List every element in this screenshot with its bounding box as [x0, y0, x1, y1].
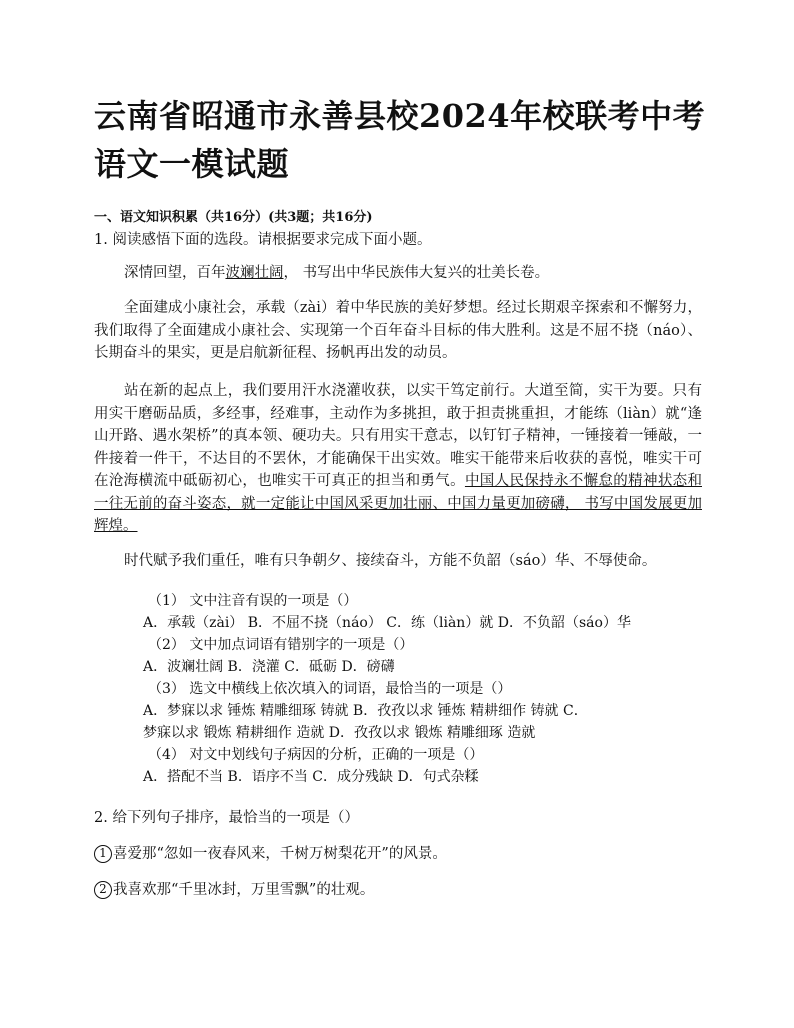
underlined-sentence: 中国人民保持永不懈怠的精神状态和一往无前的奋斗姿态，就一定能让中国风采更加壮丽、中国力量更加磅礴， 书写中国发展更加辉煌。 [94, 473, 702, 534]
document-title: 云南省昭通市永善县校2024年校联考中考语文一模试题 [94, 97, 706, 183]
passage-paragraph-2: 全面建成小康社会，承载（zài）着中华民族的美好梦想。经过长期艰辛探索和不懈努力，我们取得了全面建成小康社会、实现第一个百年奋斗目标的伟大胜利。这是不屈不挠（náo）、长期奋斗的果实，更是启航新征程、扬帆再出发的动员。 [94, 300, 702, 361]
sentence-item-1 [94, 842, 447, 863]
passage-paragraph-3 [94, 380, 702, 538]
sentence-item-2 [94, 878, 374, 899]
sentence-item-2-text: 我喜欢那“千里冰封，万里雪飘”的壮观。 [113, 882, 375, 898]
paragraph-1-text-a: 深情回望，百年 [124, 265, 226, 281]
sub-question-1: （1） 文中注音有误的一项是（） [148, 593, 358, 609]
sub-question-3-options-line-1: A．梦寐以求 锤炼 精雕细琢 铸就 B．孜孜以求 锤炼 精耕细作 铸就 C． [143, 703, 588, 719]
sub-question-3: （3） 选文中横线上依次填入的词语，最恰当的一项是（） [148, 681, 512, 697]
sub-question-4-options: A．搭配不当 B．语序不当 C．成分残缺 D．句式杂糅 [143, 769, 479, 785]
circled-number-2: 2 [94, 881, 112, 899]
question-2-intro: 2. 给下列句子排序，最恰当的一项是（） [94, 810, 359, 826]
section-heading: 一、语文知识积累（共16分）(共3题；共16分) [94, 210, 373, 225]
circled-number-1: 1 [94, 845, 112, 863]
sentence-item-1-text: 喜爱那“忽如一夜春风来，千树万树梨花开”的风景。 [113, 846, 447, 862]
passage-paragraph-1 [94, 262, 702, 285]
sub-question-2: （2） 文中加点词语有错别字的一项是（） [148, 637, 414, 653]
sub-question-3-options-line-2: 梦寐以求 锻炼 精耕细作 造就 D．孜孜以求 锻炼 精雕细琢 造就 [143, 725, 536, 741]
underlined-phrase: 波斓壮阔 [225, 265, 284, 281]
question-1-intro: 1. 阅读感悟下面的选段。请根据要求完成下面小题。 [94, 232, 432, 248]
paragraph-3-text: 站在新的起点上，我们要用汗水浇灌收获，以实干笃定前行。大道至简，实干为要。只有用实干磨砺品质，多经事，经难事，主动作为多挑担，敢于担责挑重担，才能练（liàn）就“逢山开路、遇水架桥”的真本领、硬功夫。只有用实干意志，以钉钉子精神，一锤接着一锤敲，一件接着一件干，不达目的不罢休，才能确保干出实效。唯实干能带来后收获的喜悦，唯实干可在沧海横流中砥砺初心，也唯实干可真正的担当和勇气。 [94, 383, 702, 489]
paragraph-1-text-b: ， 书写出中华民族伟大复兴的壮美长卷。 [283, 265, 550, 281]
sub-question-4: （4） 对文中划线句子病因的分析，正确的一项是（） [148, 747, 484, 763]
sub-question-2-options: A．波斓壮阔 B．浇灌 C．砥砺 D．磅礴 [143, 659, 395, 675]
passage-paragraph-4: 时代赋予我们重任，唯有只争朝夕、接续奋斗，方能不负韶（sáo）华、不辱使命。 [124, 553, 657, 569]
sub-question-1-options: A．承载（zài） B．不屈不挠（náo） C．练（liàn）就 D．不负韶（sáo）华 [143, 615, 631, 631]
